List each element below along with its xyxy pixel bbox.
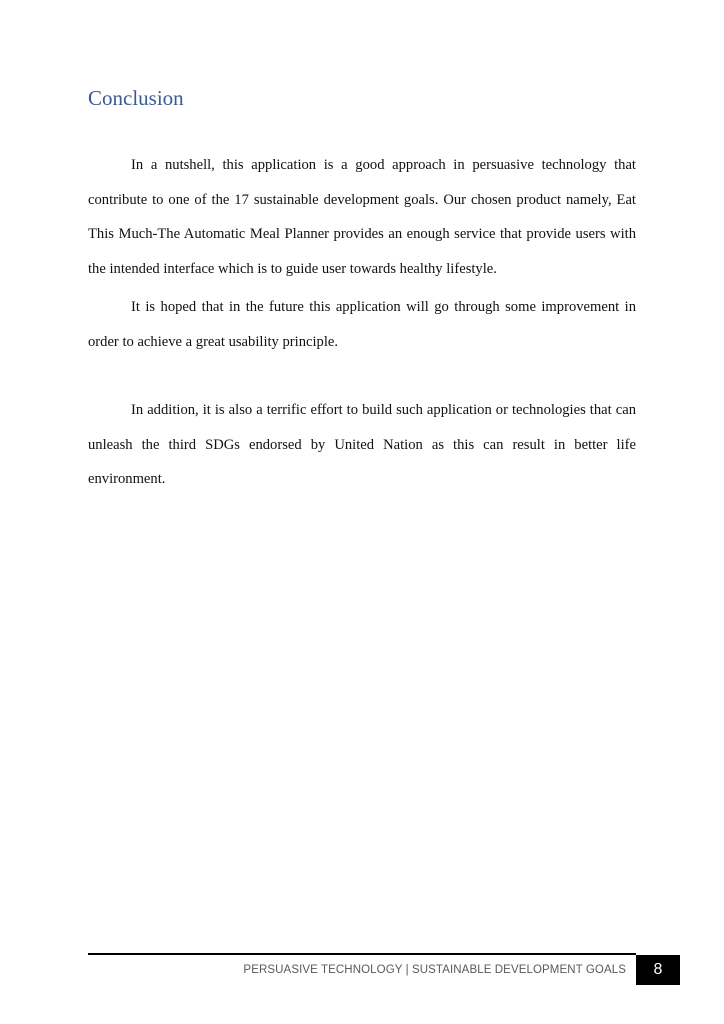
paragraph-3: [88, 393, 636, 497]
paragraph-2: [88, 290, 636, 359]
page-number-label: 8: [653, 961, 663, 978]
footer-title: PERSUASIVE TECHNOLOGY | SUSTAINABLE DEVELOPMENT GOALS: [243, 964, 626, 976]
section-heading: Conclusion: [88, 86, 184, 110]
paragraph-text: In addition, it is also a terrific effort to build such application or technologies that can unleash the third SDGs endorsed by United Nation as this can result in better life environment.: [88, 402, 636, 487]
page-number: [636, 955, 680, 985]
paragraph-text: It is hoped that in the future this application will go through some improvement in order to achieve a great usability principle.: [88, 299, 636, 350]
paragraph-text: In a nutshell, this application is a good approach in persuasive technology that contribute to one of the 17 sustainable development goals. Our chosen product namely, Eat This Much-The Automatic Meal Planner provides an enough service that provide users with the intended interface which is to guide user towards healthy lifestyle.: [88, 157, 636, 277]
footer-divider: [88, 953, 636, 955]
paragraph-1: [88, 148, 636, 286]
